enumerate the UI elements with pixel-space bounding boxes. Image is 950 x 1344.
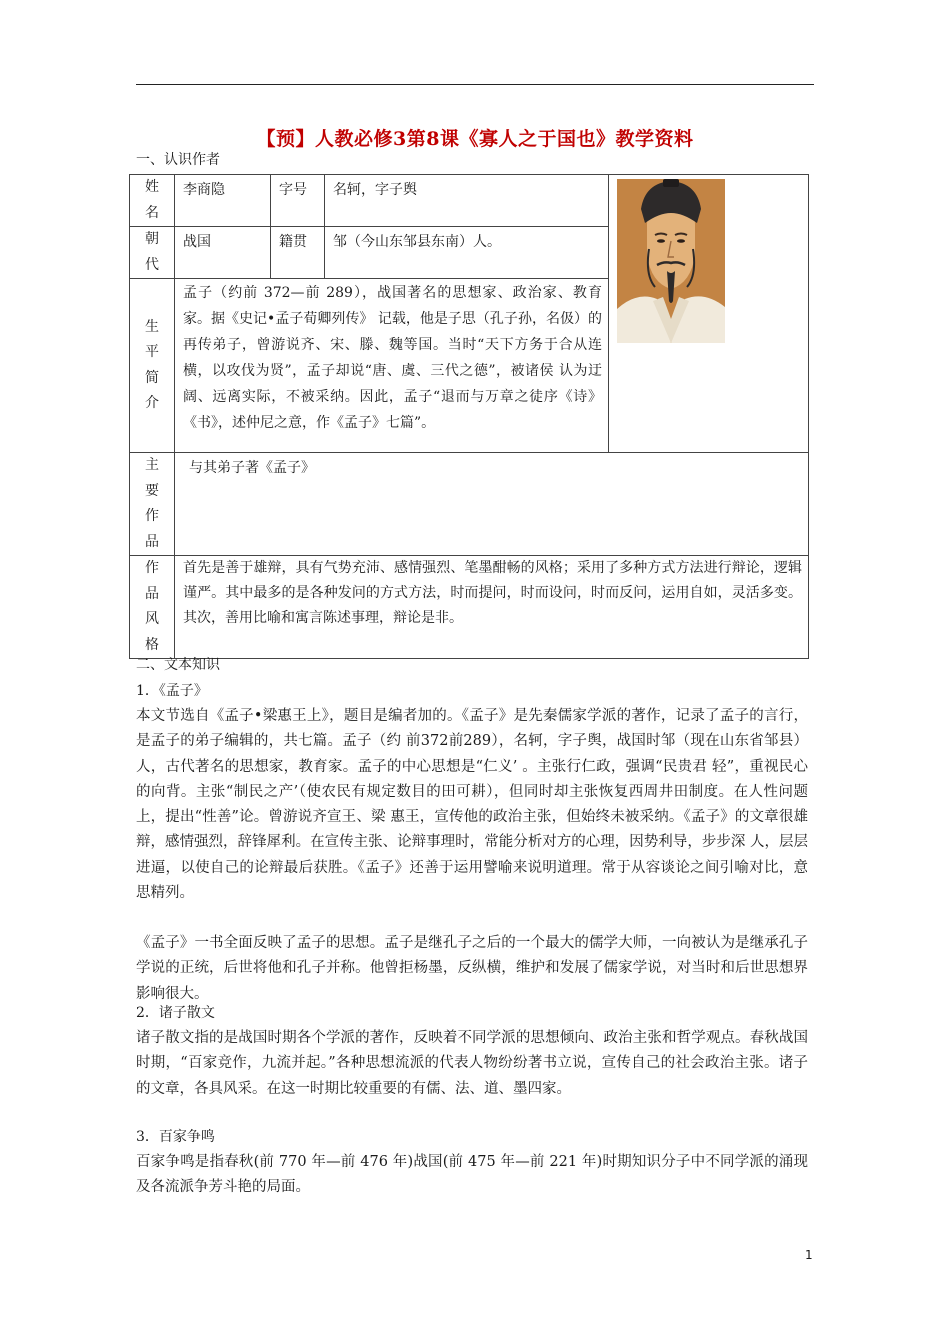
bio-text: 孟子（约前 372—前 289），战国著名的思想家、政治家、教育家。据《史记•孟子荀卿列传》 记载，他是子思（孔子孙，名伋）的再传弟子，曾游说齐、宋、滕、魏等国。当时“天下方务于合从连横，以攻伐为贤”，孟子却说“唐、虞、三代之德”，被诸侯 认为迂阔、远离实际，不被采纳。因此，孟子“退而与万章之徒序《诗》《书》，述仲尼之意，作《孟子》七篇”。: [175, 279, 609, 453]
page-number: 1: [805, 1248, 813, 1262]
item-heading-mencius: 1．《孟子》: [136, 683, 208, 699]
portrait-cell: [609, 175, 809, 453]
jiguan-label: 籍贯: [271, 227, 325, 279]
jiguan-value: 邹（今山东邹县东南）人。: [325, 227, 609, 279]
item-heading-baijia: 3．百家争鸣: [136, 1129, 215, 1145]
name-label: 姓 名: [130, 175, 175, 227]
table-row: [130, 175, 809, 227]
dynasty-value: 战国: [175, 227, 271, 279]
zhuzi-paragraph: 诸子散文指的是战国时期各个学派的著作，反映着不同学派的思想倾向、政治主张和哲学观点。春秋战国时期，“百家竞作，九流并起。”各种思想流派的代表人物纷纷著书立说，宣传自己的社会政治主张。诸子的文章，各具风采。在这一时期比较重要的有儒、法、道、墨四家。: [136, 1030, 808, 1097]
zihao-value: 名轲，字子舆: [325, 175, 609, 227]
works-label: 主 要 作 品: [130, 453, 175, 556]
name-value: 李商隐: [175, 175, 271, 227]
style-text: 首先是善于雄辩，具有气势充沛、感情强烈、笔墨酣畅的风格；采用了多种方式方法进行辩论，逻辑谨严。其中最多的是各种发问的方式方法，时而提问，时而设问，时而反问，运用自如，灵活多变。其次，善用比喻和寓言陈述事理，辩论是非。: [175, 556, 809, 659]
style-label: 作 品 风 格: [130, 556, 175, 659]
works-text: 与其弟子著《孟子》: [175, 453, 809, 556]
mencius-paragraph-2: 《孟子》一书全面反映了孟子的思想。孟子是继孔子之后的一个最大的儒学大师，一向被认为是继承孔子学说的正统，后世将他和孔子并称。他曾拒杨墨，反纵横，维护和发展了儒家学说，对当时和后世思想界影响很大。: [136, 935, 808, 1002]
mencius-portrait-image: [617, 179, 725, 343]
mencius-paragraph-1: 本文节选自《孟子•梁惠王上》，题目是编者加的。《孟子》是先秦儒家学派的著作，记录了孟子的言行，是孟子的弟子编辑的，共七篇。孟子（约 前372前289），名轲，字子舆，战国时邹（现在山东省邹县）人，古代著名的思想家，教育家。孟子的中心思想是“仁义’ 。主张行仁政，强调“民贵君 轻”，重视民心的向背。主张“制民之产’（使农民有规定数目的田可耕），但同时却主张恢复西周井田制度。在人性问题上，提出“性善”论。曾游说齐宣王、梁 惠王，宣传他的政治主张，但始终未被采纳。《孟子》的文章很雄辩，感情强烈，辞锋犀利。在宣传主张、论辩事理时，常能分析对方的心理，因势利导，步步深 人，层层进逼，以使自己的论辩最后获胜。《孟子》还善于运用譬喻来说明道理。常于从容谈论之间引喻对比，意思精列。: [136, 708, 808, 902]
section-heading-author: 一、认识作者: [136, 152, 220, 168]
table-row: [130, 556, 809, 659]
item-heading-zhuzi: 2．诸子散文: [136, 1005, 215, 1021]
baijia-paragraph: 百家争鸣是指春秋(前 770 年—前 476 年)战国(前 475 年—前 221 年)时期知识分子中不同学派的涌现及各流派争芳斗艳的局面。: [136, 1154, 808, 1196]
header-rule: [136, 84, 814, 85]
zihao-label: 字号: [271, 175, 325, 227]
bio-label: 生 平 简 介: [130, 279, 175, 453]
table-row: [130, 453, 809, 556]
author-table: [129, 174, 809, 659]
page-title: 【预】人教必修3第8课《寡人之于国也》教学资料: [256, 128, 694, 150]
dynasty-label: 朝 代: [130, 227, 175, 279]
section-heading-text-knowledge: 二、文本知识: [136, 657, 220, 673]
